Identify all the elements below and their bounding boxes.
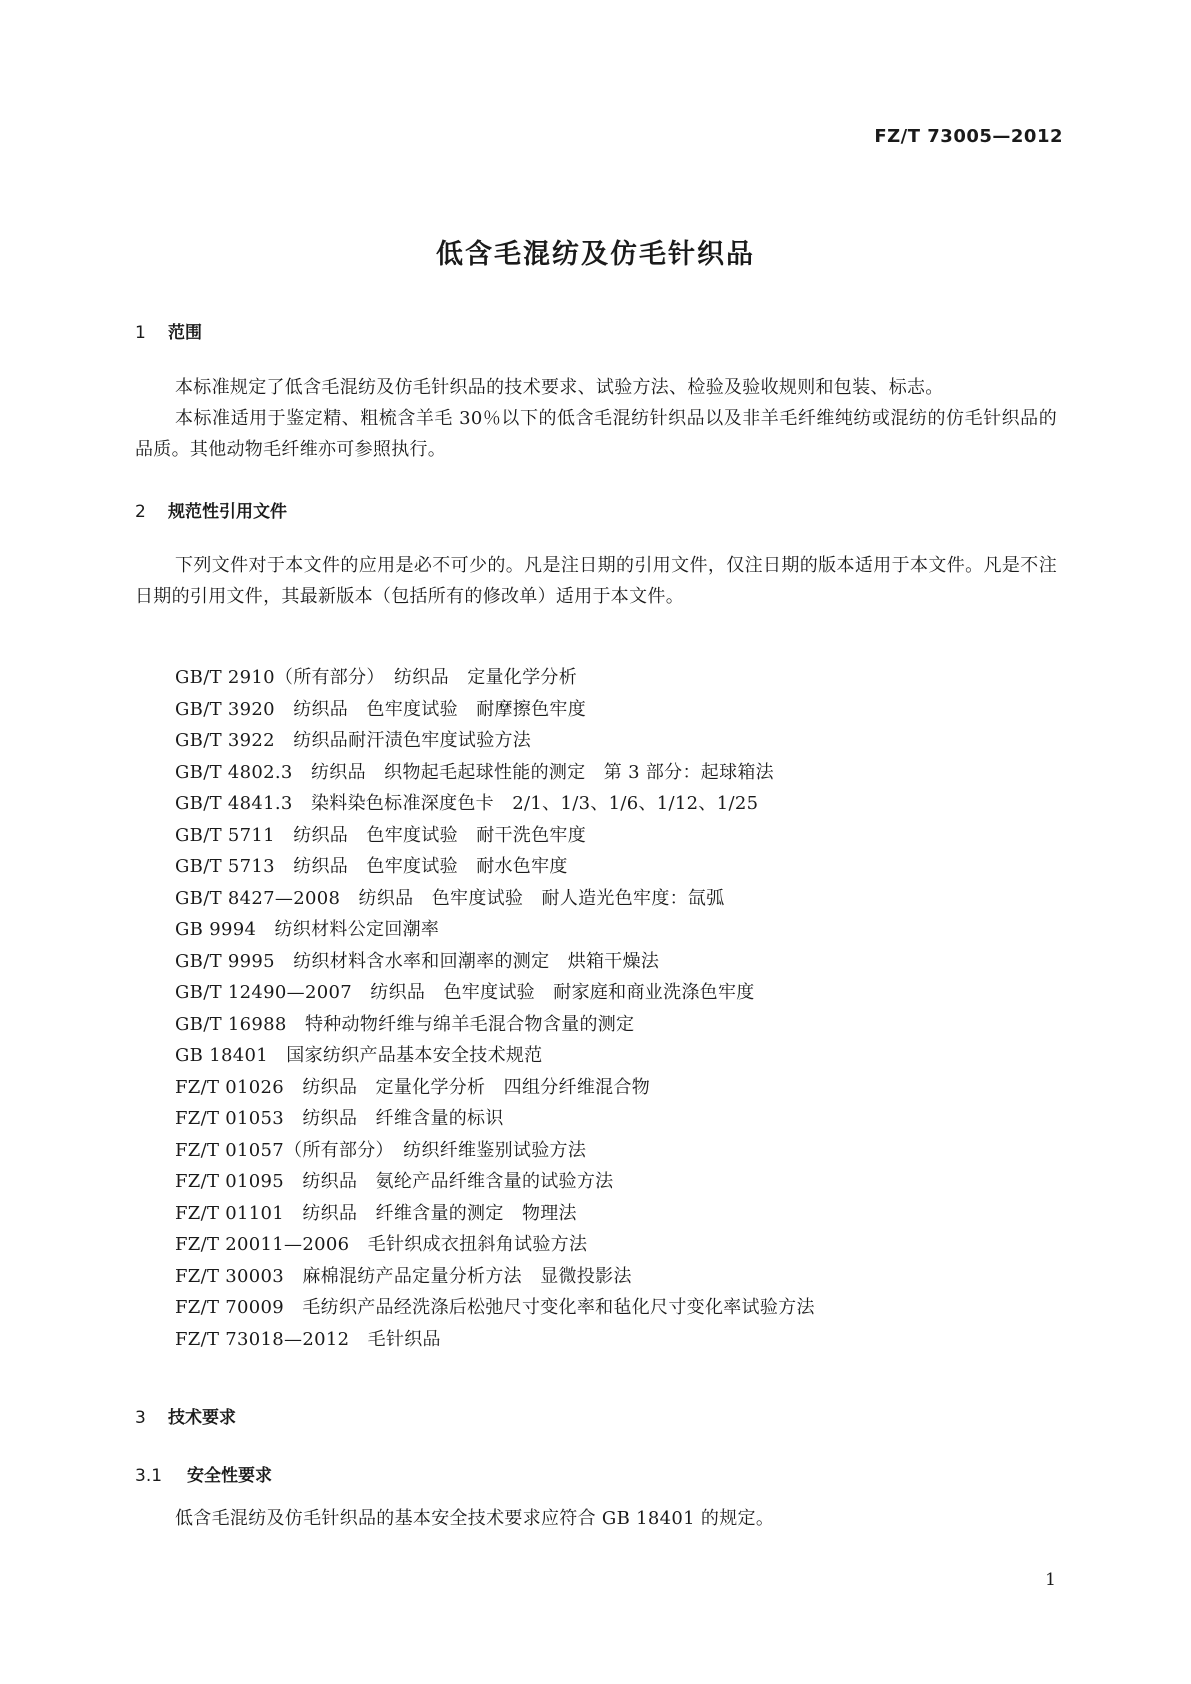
section-number: 3.1 (135, 1466, 163, 1486)
section-2-heading (135, 497, 287, 522)
section-number: 3 (135, 1408, 146, 1428)
reference-item: FZ/T 73018—2012 毛针织品 (175, 1328, 441, 1350)
reference-item: GB/T 16988 特种动物纤维与绵羊毛混合物含量的测定 (175, 1013, 635, 1035)
section-title: 规范性引用文件 (168, 502, 287, 522)
section-title: 范围 (168, 323, 202, 343)
section-1-heading (135, 318, 202, 343)
reference-list (175, 662, 815, 1355)
section-title: 安全性要求 (187, 1466, 272, 1486)
reference-item: GB/T 3922 纺织品耐汗渍色牢度试验方法 (175, 730, 532, 751)
reference-item: FZ/T 01101 纺织品 纤维含量的测定 物理法 (175, 1202, 577, 1224)
section-3-heading (135, 1403, 236, 1428)
reference-item: FZ/T 01057（所有部分） 纺织纤维鉴别试验方法 (175, 1139, 587, 1161)
reference-item: FZ/T 30003 麻棉混纺产品定量分析方法 显微投影法 (175, 1265, 632, 1287)
reference-item: FZ/T 01095 纺织品 氨纶产品纤维含量的试验方法 (175, 1171, 614, 1192)
section-title: 技术要求 (168, 1408, 236, 1428)
section-3-1-heading (135, 1461, 272, 1486)
reference-item: GB/T 9995 纺织材料含水率和回潮率的测定 烘箱干燥法 (175, 950, 660, 972)
section-number: 2 (135, 502, 146, 522)
reference-item: GB/T 4841.3 染料染色标准深度色卡 2/1、1/3、1/6、1/12、1/25 (175, 793, 759, 814)
reference-item: GB/T 2910（所有部分） 纺织品 定量化学分析 (175, 667, 578, 688)
section-3-1-paragraph: 低含毛混纺及仿毛针织品的基本安全技术要求应符合 GB 18401 的规定。 (175, 1508, 775, 1529)
section-2-intro: 下列文件对于本文件的应用是必不可少的。凡是注日期的引用文件，仅注日期的版本适用于本文件。凡是不注日期的引用文件，其最新版本（包括所有的修改单）适用于本文件。 (135, 555, 1057, 607)
standard-code: FZ/T 73005—2012 (874, 126, 1063, 147)
page-number: 1 (1045, 1570, 1056, 1590)
reference-item: GB/T 5711 纺织品 色牢度试验 耐干洗色牢度 (175, 824, 587, 846)
document-title: 低含毛混纺及仿毛针织品 (436, 239, 755, 270)
reference-item: GB/T 5713 纺织品 色牢度试验 耐水色牢度 (175, 856, 568, 877)
reference-item: GB/T 12490—2007 纺织品 色牢度试验 耐家庭和商业洗涤色牢度 (175, 982, 755, 1003)
section-number: 1 (135, 323, 146, 343)
reference-item: GB/T 8427—2008 纺织品 色牢度试验 耐人造光色牢度：氙弧 (175, 887, 725, 909)
reference-item: FZ/T 01053 纺织品 纤维含量的标识 (175, 1108, 504, 1129)
reference-item: FZ/T 70009 毛纺织产品经洗涤后松弛尺寸变化率和毡化尺寸变化率试验方法 (175, 1297, 815, 1318)
reference-item: GB/T 3920 纺织品 色牢度试验 耐摩擦色牢度 (175, 698, 587, 720)
section-1-paragraph-1: 本标准规定了低含毛混纺及仿毛针织品的技术要求、试验方法、检验及验收规则和包装、标志。 (175, 377, 944, 398)
reference-item: GB 18401 国家纺织产品基本安全技术规范 (175, 1045, 543, 1066)
section-1-paragraph-2: 本标准适用于鉴定精、粗梳含羊毛 30％以下的低含毛混纺针织品以及非羊毛纤维纯纺或混纺的仿毛针织品的品质。其他动物毛纤维亦可参照执行。 (135, 408, 1057, 460)
reference-item: GB/T 4802.3 纺织品 织物起毛起球性能的测定 第 3 部分：起球箱法 (175, 761, 774, 783)
reference-item: FZ/T 01026 纺织品 定量化学分析 四组分纤维混合物 (175, 1076, 651, 1098)
reference-item: FZ/T 20011—2006 毛针织成衣扭斜角试验方法 (175, 1234, 588, 1255)
reference-item: GB 9994 纺织材料公定回潮率 (175, 919, 440, 940)
